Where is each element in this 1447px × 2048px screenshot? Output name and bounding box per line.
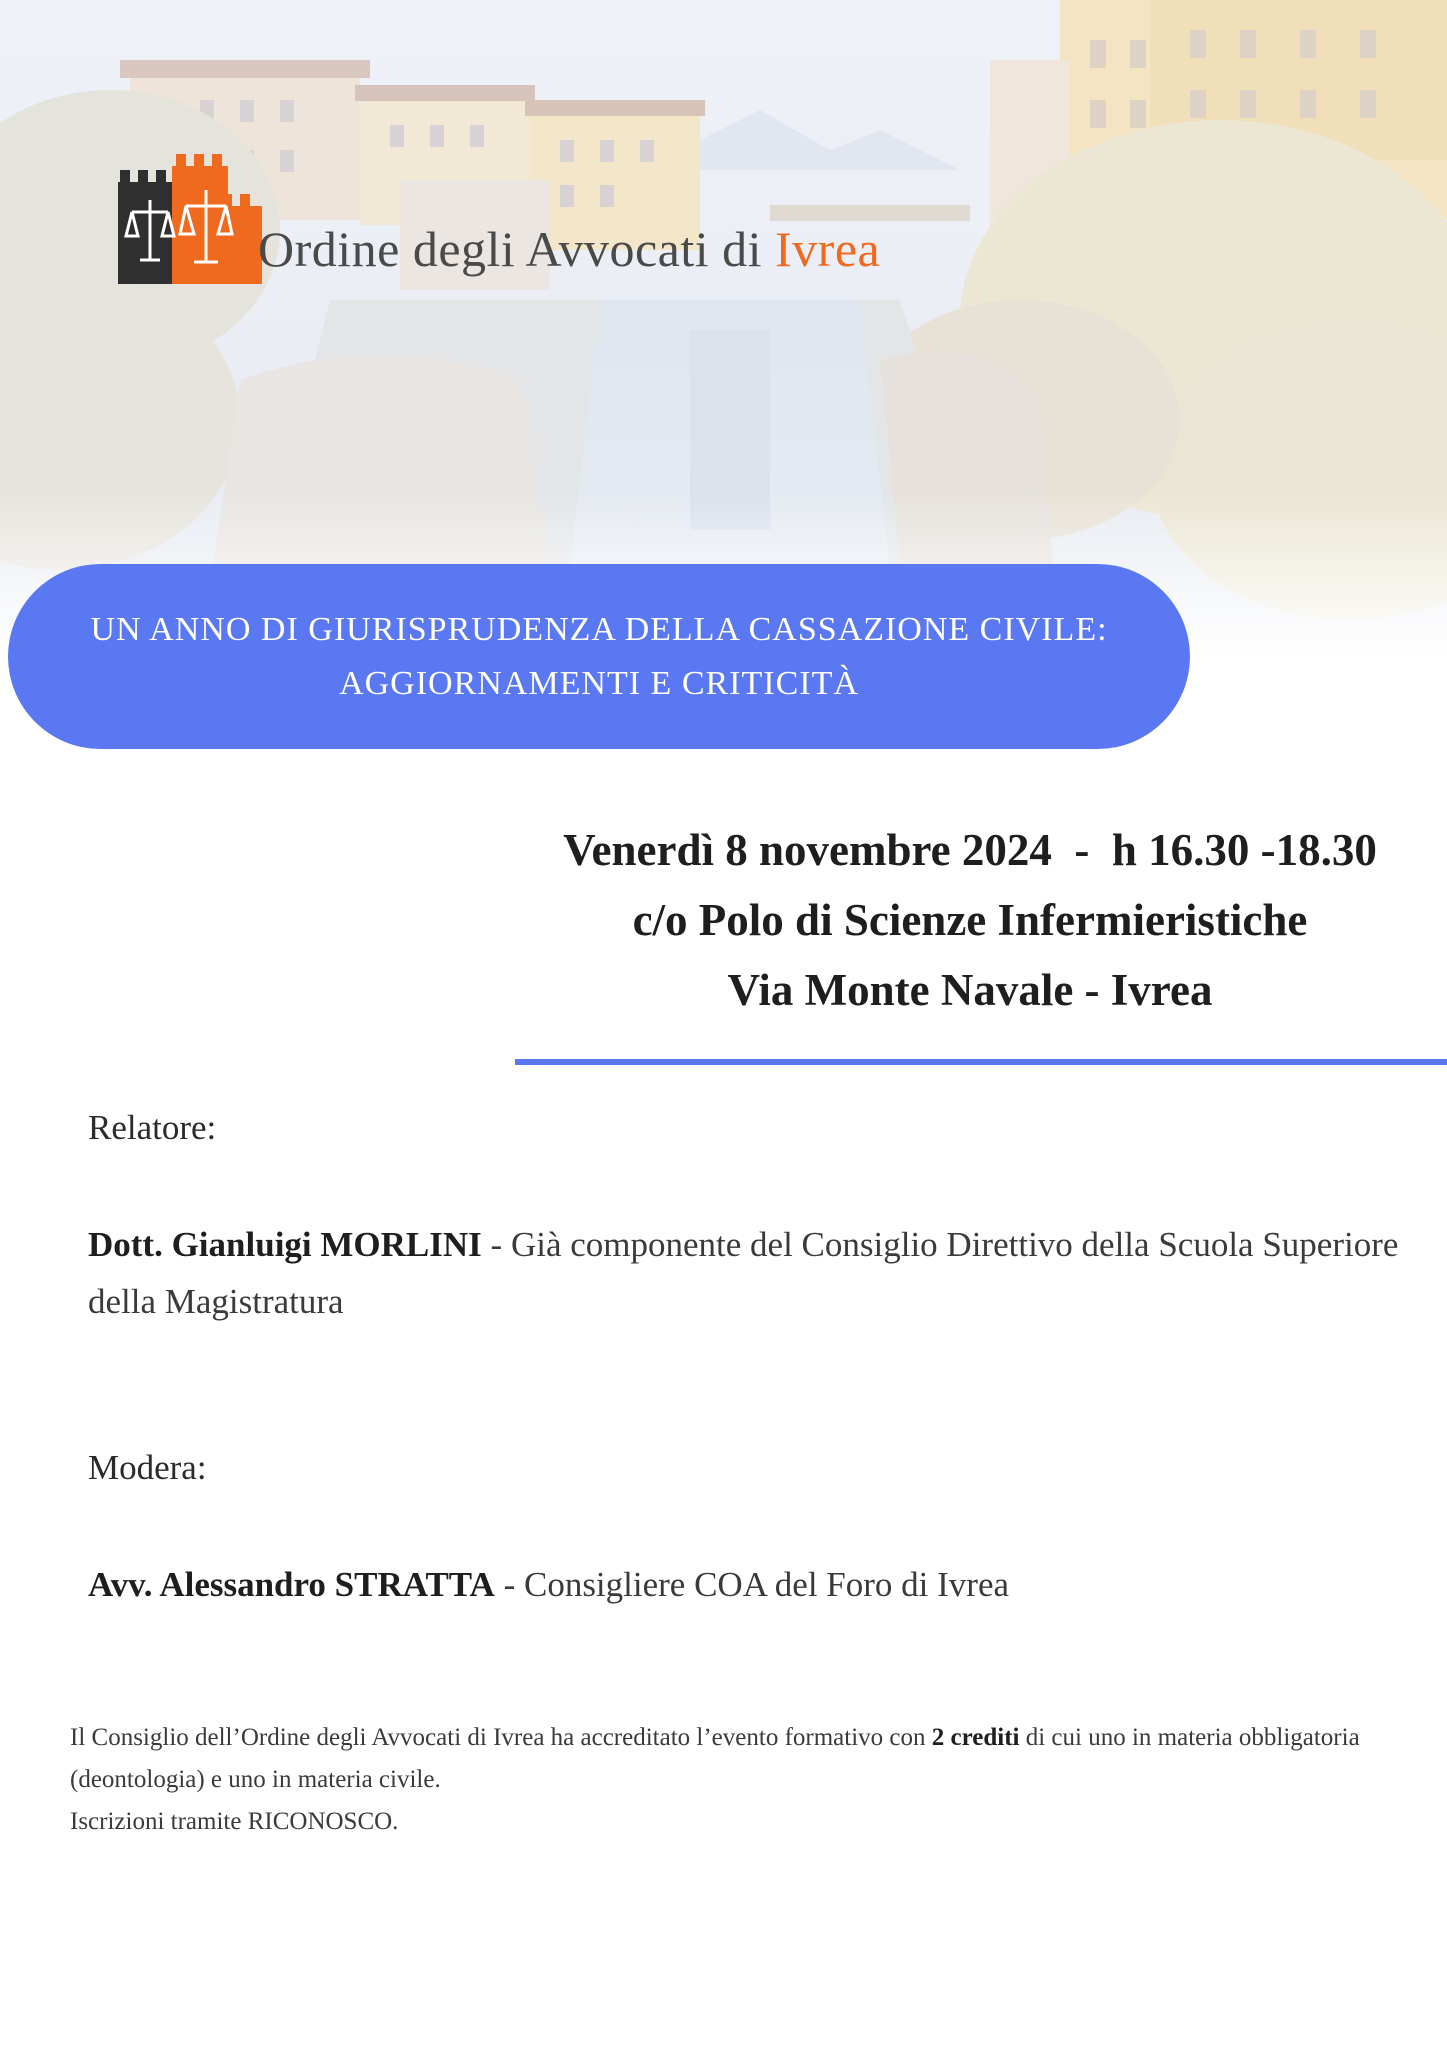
speaker-name: Dott. Gianluigi MORLINI xyxy=(88,1225,482,1264)
event-date-time: Venerdì 8 novembre 2024 - h 16.30 -18.30 xyxy=(563,825,1377,875)
divider-line xyxy=(515,1059,1447,1065)
logo xyxy=(110,150,930,290)
header-photo xyxy=(0,0,1447,655)
note-credits: 2 crediti xyxy=(931,1724,1020,1751)
moderator-name: Avv. Alessandro STRATTA xyxy=(88,1565,495,1604)
moderator-label: Modera: xyxy=(88,1448,207,1487)
event-details xyxy=(520,815,1420,1025)
accreditation-note xyxy=(70,1717,1400,1843)
event-title-line1: UN ANNO DI GIURISPRUDENZA DELLA CASSAZIONE CIVILE: xyxy=(90,610,1108,648)
note-text-2: di cui uno in materia obbligatoria (deontologia) e uno in materia civile. xyxy=(70,1724,1360,1793)
registration-text: Iscrizioni tramite RICONOSCO. xyxy=(70,1808,399,1835)
logo-text-accent: Ivrea xyxy=(775,221,881,277)
speaker-role: - Già componente del Consiglio Direttivo della Scuola Superiore della Magistratura xyxy=(88,1225,1399,1321)
logo-text xyxy=(258,220,880,278)
event-title-banner xyxy=(8,564,1190,749)
event-title-line2: AGGIORNAMENTI E CRITICITÀ xyxy=(339,664,859,702)
moderator-role: - Consigliere COA del Foro di Ivrea xyxy=(494,1565,1010,1604)
logo-towers-icon xyxy=(110,150,270,285)
speaker-info xyxy=(88,1216,1418,1330)
note-text-1: Il Consiglio dell’Ordine degli Avvocati di Ivrea ha accreditato l’evento formativo con xyxy=(70,1724,932,1751)
logo-text-main: Ordine degli Avvocati di xyxy=(258,221,776,277)
speaker-label: Relatore: xyxy=(88,1108,217,1147)
event-address: Via Monte Navale - Ivrea xyxy=(727,965,1213,1015)
event-venue: c/o Polo di Scienze Infermieristiche xyxy=(632,895,1308,945)
moderator-info xyxy=(88,1556,1418,1613)
